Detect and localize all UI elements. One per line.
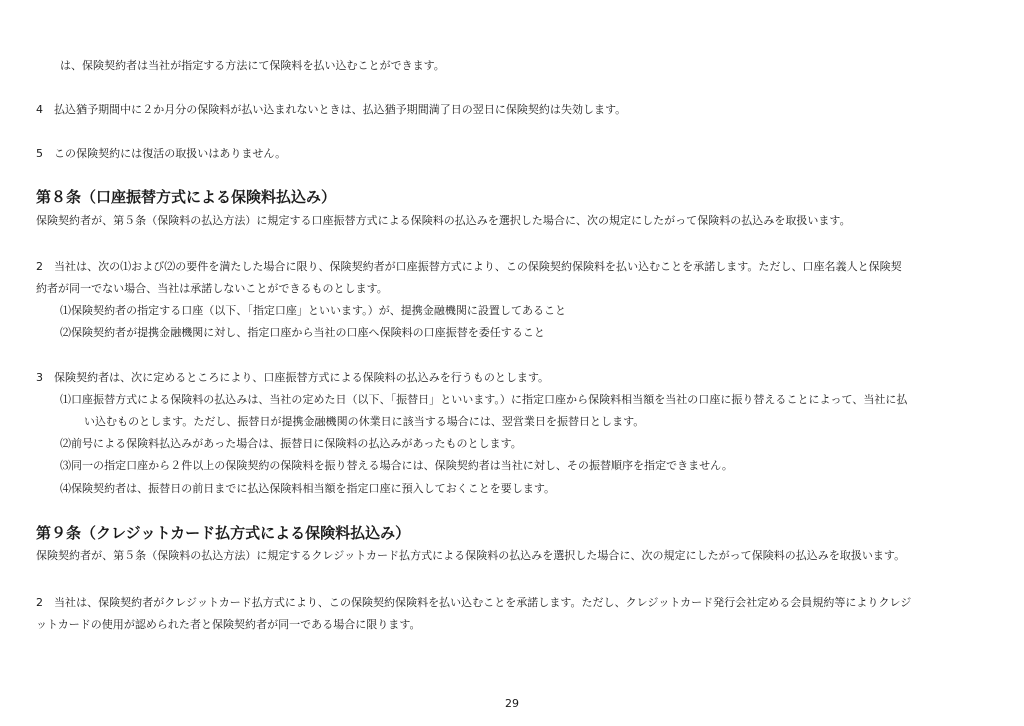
clause-5: 5 この保険契約には復活の取扱いはありません。 — [36, 147, 287, 160]
article-8-clause-3-item-2: ⑵前号による保険料払込みがあった場合は、振替日に保険料の払込みがあったものとします。 — [60, 437, 522, 450]
article-8-clause-3-item-3: ⑶同一の指定口座から２件以上の保険契約の保険料を振り替える場合には、保険契約者は当社に対し、その振替順序を指定できません。 — [60, 459, 733, 472]
page-number: 29 — [505, 697, 519, 710]
article-8-clause-3-item-1: ⑴口座振替方式による保険料の払込みは、当社の定めた日（以下、「振替日」といいます。）に指定口座から保険料相当額を当社の口座に振り替えることによって、当社に払 — [60, 393, 908, 406]
article-8-intro: 保険契約者が、第５条（保険料の払込方法）に規定する口座振替方式による保険料の払込みを選択した場合に、次の規定にしたがって保険料の払込みを取扱います。 — [36, 214, 851, 227]
article-9-intro: 保険契約者が、第５条（保険料の払込方法）に規定するクレジットカード払方式による保険料の払込みを選択した場合に、次の規定にしたがって保険料の払込みを取扱います。 — [36, 549, 906, 562]
article-9-clause-2-cont: ットカードの使用が認められた者と保険契約者が同一である場合に限ります。 — [36, 618, 421, 631]
article-9-clause-2: 2 当社は、保険契約者がクレジットカード払方式により、この保険契約保険料を払い込むことを承諾します。ただし、クレジットカード発行会社定める会員規約等によりクレジ — [36, 596, 912, 609]
article-9-heading: 第９条（クレジットカード払方式による保険料払込み） — [36, 524, 411, 542]
clause-4: 4 払込猶予期間中に２か月分の保険料が払い込まれないときは、払込猶予期間満了日の翌日に保険契約は失効します。 — [36, 103, 627, 116]
paragraph-line: は、保険契約者は当社が指定する方法にて保険料を払い込むことができます。 — [60, 59, 445, 72]
article-8-clause-2: 2 当社は、次の⑴および⑵の要件を満たした場合に限り、保険契約者が口座振替方式により、この保険契約保険料を払い込むことを承諾します。ただし、口座名義人と保険契 — [36, 260, 902, 273]
article-8-item-1: ⑴保険契約者の指定する口座（以下、「指定口座」といいます。）が、提携金融機関に設置してあること — [60, 304, 567, 317]
article-8-heading: 第８条（口座振替方式による保険料払込み） — [36, 188, 337, 206]
article-8-clause-3-item-1-cont: い込むものとします。ただし、振替日が提携金融機関の休業日に該当する場合には、翌営業日を振替日とします。 — [84, 415, 645, 428]
article-8-clause-3-item-4: ⑷保険契約者は、振替日の前日までに払込保険料相当額を指定口座に預入しておくことを要します。 — [60, 482, 556, 495]
article-8-clause-2-cont: 約者が同一でない場合、当社は承諾しないことができるものとします。 — [36, 282, 388, 295]
article-8-item-2: ⑵保険契約者が提携金融機関に対し、指定口座から当社の口座へ保険料の口座振替を委任すること — [60, 326, 545, 339]
article-8-clause-3: 3 保険契約者は、次に定めるところにより、口座振替方式による保険料の払込みを行うものとします。 — [36, 371, 550, 384]
